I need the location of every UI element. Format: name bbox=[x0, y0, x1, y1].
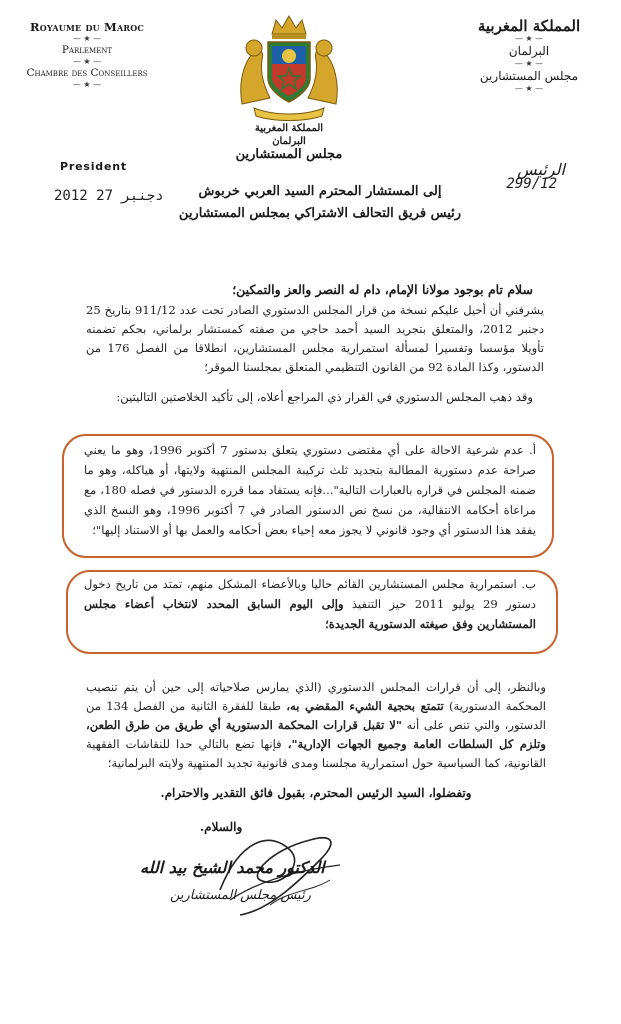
header-ar-parliament: البرلمان bbox=[508, 44, 550, 58]
reference-number: 299/12 bbox=[506, 176, 557, 192]
p3-part-e: فإنها تضع بالتالي حدا للنقاشات الفقهية القانونية، كما السياسية حول استمرارية مجلسنا ومدى قانونية تجديد المنتهية ولايته البرلمانية؛ bbox=[86, 737, 546, 770]
paragraph-1: يشرفني أن أحيل عليكم نسخة من قرار المجلس الدستوري الصادر تحت عدد 911/12 بتاريخ 25 دجنبر 2012، والمتعلق بتجريد السيد أحمد حاجي من صفته كمستشار برلماني، بحكم تضمنه تأويلا مؤسسا وتفسيرا لمسألة استمرارية مجلس المستشارين، انطلاقا من الفصل 176 من الدستور، وكذا المادة 92 من القانون التنظيمي المتعلق بمجلسنا الموقر؛ bbox=[86, 303, 544, 374]
salam: والسلام. bbox=[200, 820, 243, 834]
header-fr-divider: — ★ — bbox=[72, 34, 102, 43]
greeting: سلام تام بوجود مولانا الإمام، دام له النصر والعز والتمكين؛ bbox=[232, 282, 533, 297]
header-ar-divider-2: — ★ — bbox=[514, 59, 544, 68]
box-b-text bbox=[84, 574, 536, 634]
header-fr-parliament: Parlement bbox=[61, 44, 113, 56]
header-ar-divider: — ★ — bbox=[514, 34, 544, 43]
box-b-text-part-2: وإلى اليوم السابق المحدد لانتخاب أعضاء مجلس المستشارين وفق صيغته الدستورية الجديدة؛ bbox=[84, 597, 536, 631]
president-label-fr: President bbox=[60, 160, 127, 173]
header-fr-divider-3: — ★ — bbox=[72, 80, 102, 89]
emblem-caption-parliament: البرلمان bbox=[272, 136, 306, 147]
closing-line: وتفضلوا، السيد الرئيس المحترم، بقبول فائق التقدير والاحترام. bbox=[160, 786, 472, 800]
header-arabic bbox=[459, 18, 599, 93]
addressee-line-1: إلى المستشار المحترم السيد العربي خربوش bbox=[198, 184, 442, 199]
header-french bbox=[22, 20, 152, 89]
box-b-text-part-1: ب. استمرارية مجلس المستشارين القائم حاليا وبالأعضاء المشكل منهم، تمتد من تاريخ دخول دستور 29 يوليو 2011 حيز التنفيذ bbox=[84, 577, 537, 611]
emblem-caption-kingdom: المملكة المغربية bbox=[254, 123, 324, 134]
signatory-name: الدكتور محمد الشيخ بيد الله bbox=[140, 858, 325, 877]
signatory-title: رئيس مجلس المستشارين bbox=[170, 888, 311, 903]
header-fr-chamber: Chambre des Conseillers bbox=[26, 67, 148, 79]
addressee-line-2: رئيس فريق التحالف الاشتراكي بمجلس المستشارين bbox=[178, 206, 462, 221]
header-fr-kingdom: Royaume du Maroc bbox=[30, 20, 144, 34]
president-label-ar: الرئيس bbox=[517, 160, 565, 179]
header-fr-divider-2: — ★ — bbox=[72, 57, 102, 66]
emblem-caption-chamber: مجلس المستشارين bbox=[235, 147, 343, 162]
p3-part-a: وبالنظر، إلى أن قرارات المجلس الدستوري (الذي يمارس صلاحياته إلى حين أن يتم تنصيب المحكمة الدستورية) bbox=[86, 680, 546, 713]
letter-date: 2012 دجنبر 27 bbox=[54, 188, 164, 204]
coat-of-arms-icon bbox=[234, 12, 344, 122]
paragraph-2: وقد ذهب المجلس الدستوري في القرار ذي المراجع أعلاه، إلى تأكيد الخلاصتين التاليتين: bbox=[116, 390, 533, 404]
p3-part-c: طبقا للفقرة الثانية من الفصل 134 من الدستور، والتي تنص على أنه bbox=[86, 699, 547, 732]
paragraph-3 bbox=[86, 678, 546, 773]
header-ar-chamber: مجلس المستشارين bbox=[479, 69, 579, 83]
header-ar-divider-3: — ★ — bbox=[514, 84, 544, 93]
p3-part-d: "لا تقبل قرارات المحكمة الدستورية أي طريق من طرق الطعن، وتلزم كل السلطات العامة وجميع الجهات الإدارية"، bbox=[86, 718, 546, 751]
p3-part-b: تتمتع بحجية الشيء المقضي به، bbox=[286, 699, 444, 713]
emblem-caption bbox=[214, 122, 364, 161]
header-ar-kingdom: المملكة المغربية bbox=[477, 17, 581, 35]
box-a-text: أ. عدم شرعية الاحالة على أي مقتضى دستوري يتعلق بدستور 7 أكتوبر 1996، وهو ما يعني صراحة عدم دستورية المطالبة بتجديد ثلث تركيبة المجلس المنتهية ولايتها، أو هياكله، وهو ما ضمنه المجلس في قراره بالعبارات التالية"...فإنه يستفاد مما قرره الدستور في فصله 180، مع مراعاة أحكامه الانتقالية، من نسخ نص الدستور الصادر في 7 أكتوبر 1996، وهو النسخ الذي يفقد هذا الدستور أي وجود قانوني لا يجوز معه إحياء بعض أحكامه والعمل بها أو الاستناد إليها"؛ bbox=[84, 443, 536, 537]
